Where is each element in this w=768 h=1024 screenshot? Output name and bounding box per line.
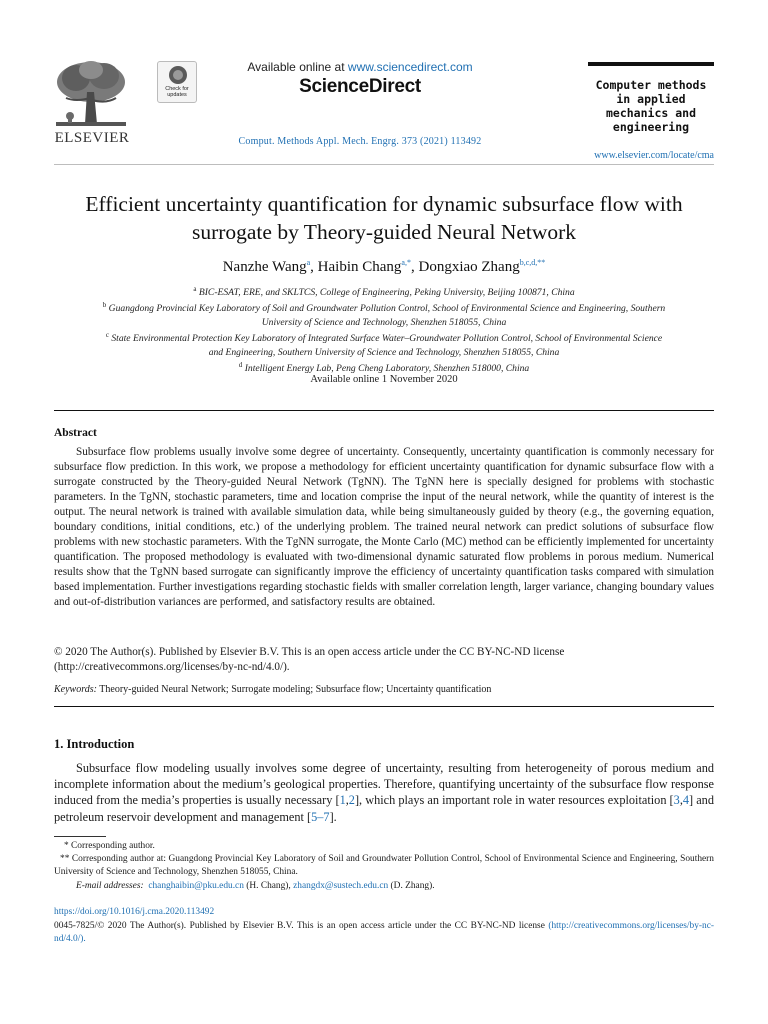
license-url[interactable]: (http://creativecommons.org/licenses/by-nc-nd/4.0/).	[54, 661, 290, 673]
journal-title-logo	[588, 78, 714, 134]
author-name[interactable]: Haibin Chang	[317, 259, 402, 275]
affiliation-mark: c	[105, 331, 109, 340]
sciencedirect-logo: ScienceDirect	[299, 76, 421, 97]
journal-title-line: mechanics and	[605, 106, 696, 120]
section-heading-introduction: 1. Introduction	[54, 737, 135, 751]
affiliation-c-cont: and Engineering, Southern University of Science and Technology, Shenzhen 518055, China	[208, 346, 560, 358]
publisher-name: ELSEVIER	[54, 130, 130, 146]
header-divider	[54, 164, 714, 165]
author-name[interactable]: Dongxiao Zhang	[418, 259, 520, 275]
available-online-label: Available online at	[247, 60, 348, 74]
affiliation-b-cont: University of Science and Technology, Shenzhen 518055, China	[261, 316, 507, 328]
email-link-zhang[interactable]: zhangdx@sustech.edu.cn	[293, 881, 389, 891]
journal-homepage-link[interactable]: www.elsevier.com/locate/cma	[594, 150, 714, 161]
affiliation-b	[54, 299, 714, 315]
email-owner: (H. Chang),	[246, 881, 291, 891]
footnote-corresponding-2: ** Corresponding author at: Guangdong Provincial Key Laboratory of Soil and Groundwater Pollution Control, School of Environmental Science and Engineering, Southern University of Science and Technology, Shenzhen 518055, China.	[54, 854, 714, 877]
author-affil-marks[interactable]: a,*	[401, 258, 411, 267]
email-label: E-mail addresses:	[76, 881, 144, 891]
author-separator: ,	[410, 259, 419, 275]
footnote-divider	[54, 836, 106, 837]
author-affil-marks[interactable]: b,c,d,**	[519, 258, 546, 267]
journal-reference[interactable]: Comput. Methods Appl. Mech. Engrg. 373 (2021) 113492	[238, 136, 482, 147]
author-affil-marks[interactable]: a	[306, 258, 311, 267]
affiliation-text: Guangdong Provincial Key Laboratory of Soil and Groundwater Pollution Control, School of Environmental Science and Engineering, Southern	[108, 303, 666, 315]
affiliation-mark: b	[102, 301, 107, 310]
intro-text: ] and petroleum reservoir development and management [	[54, 793, 714, 824]
license-line: © 2020 The Author(s). Published by Elsevier B.V. This is an open access article under the CC BY-NC-ND license	[54, 646, 565, 658]
abstract-top-rule	[54, 410, 714, 411]
author-separator: ,	[310, 259, 318, 275]
email-link-chang[interactable]: changhaibin@pku.edu.cn	[148, 881, 244, 891]
intro-text: ].	[329, 809, 337, 824]
author-list	[40, 258, 728, 276]
abstract-license	[54, 645, 714, 675]
sciencedirect-link[interactable]: www.sciencedirect.com	[347, 60, 473, 74]
journal-title-line: engineering	[612, 120, 690, 134]
keywords-line	[54, 684, 714, 695]
affiliation-mark: a	[193, 285, 197, 293]
abstract-heading: Abstract	[54, 427, 97, 439]
article-title	[40, 190, 728, 246]
email-owner: (D. Zhang).	[390, 881, 435, 891]
issn-text: 0045-7825/© 2020 The Author(s). Published by Elsevier B.V. This is an open access article under the CC BY-NC-ND license	[54, 921, 545, 931]
intro-text: Subsurface flow modeling usually involves some degree of uncertainty, resulting from heterogeneity of porous medium and incomplete information about the medium’s geological properties. Therefore, quantifying uncertainty of the subsurface flow response induced from the media’s properties is usually necessary [	[54, 761, 714, 808]
affiliation-c	[54, 329, 714, 345]
citation-link[interactable]: 3	[673, 793, 680, 808]
check-updates-label: Check for updates	[165, 86, 189, 98]
footnote-emails	[54, 880, 714, 893]
issn-copyright	[54, 920, 714, 946]
license-link[interactable]: (http://creativecommons.org/licenses/by-nc-nd/4.0/).	[54, 921, 715, 944]
affiliation-a	[54, 283, 714, 299]
journal-title-line: Computer methods	[595, 78, 707, 92]
abstract-paragraph: Subsurface flow problems usually involve some degree of uncertainty. Consequently, uncertainty quantification is commonly necessary for subsurface flow prediction. In this work, we propose a methodology for efficient uncertainty quantification for dynamic subsurface flow with a surrogate constructed by the Theory-guided Neural Network (TgNN). The TgNN here is specially designed for problems with stochastic parameters. In the TgNN, stochastic parameters, time and location comprise the input of the neural network, while the quantity of interest is the output. The neural network is trained with available simulation data, while being simultaneously guided by theory (e.g., the governing equation, boundary conditions, initial conditions, etc.) of the underlying problem. The trained neural network can predict solutions of subsurface flow problems with new stochastic parameters. With the TgNN surrogate, the Monte Carlo (MC) method can be efficiently implemented for uncertainty quantification. The proposed methodology is evaluated with two-dimensional dynamic saturated flow problems in porous medium. Numerical results show that the TgNN based surrogate can significantly improve the efficiency of uncertainty quantification tasks compared with simulation based implementation. Further investigations regarding stochastic fields with smaller correlation length, larger variance, changing boundary values and out-of-distribution variances are performed, and satisfactory results are obtained.	[54, 446, 714, 608]
abstract-text	[54, 445, 714, 610]
journal-title-line: in applied	[616, 92, 686, 106]
title-line: surrogate by Theory-guided Neural Network	[191, 220, 577, 244]
affiliation-text: State Environmental Protection Key Laboratory of Integrated Surface Water–Groundwater Pollution Control, School of Environmental Science	[111, 333, 663, 345]
keywords-label: Keywords:	[54, 684, 97, 695]
available-online-date: Available online 1 November 2020	[310, 374, 458, 385]
intro-text: ], which plays an important role in water resources exploitation [	[354, 793, 674, 808]
affiliation-text: Intelligent Energy Lab, Peng Cheng Laboratory, Shenzhen 518000, China	[244, 363, 530, 375]
available-online-line	[200, 60, 520, 74]
doi-link[interactable]: https://doi.org/10.1016/j.cma.2020.113492	[54, 907, 215, 917]
affiliations	[54, 283, 714, 376]
elsevier-tree-logo	[52, 58, 130, 132]
title-line: Efficient uncertainty quantification for dynamic subsurface flow with	[85, 192, 683, 216]
introduction-paragraph: Subsurface flow modeling usually involves some degree of uncertainty, resulting from heterogeneity of porous medium and incomplete information about the medium’s geological properties. Therefore, quantifying uncertainty of the subsurface flow response induced from the media’s properties is usually necessary [1,2], which plays an important role in water resources exploitation [3,4] and petroleum reservoir development and management [5–7].	[54, 761, 714, 824]
citation-link[interactable]: 5–7	[311, 809, 330, 824]
abstract-bottom-rule	[54, 706, 714, 707]
citation-link[interactable]: 4	[682, 793, 690, 808]
citation-link[interactable]: 2	[348, 793, 355, 808]
footnote-corresponding: * Corresponding author.	[64, 841, 155, 851]
citation-link[interactable]: 1	[339, 793, 346, 808]
keywords-list: Theory-guided Neural Network; Surrogate modeling; Subsurface flow; Uncertainty quantification	[99, 684, 492, 695]
author-name[interactable]: Nanzhe Wang	[222, 259, 307, 275]
affiliation-mark: d	[238, 361, 243, 370]
check-updates-icon	[169, 66, 187, 84]
affiliation-text: BIC-ESAT, ERE, and SKLTCS, College of Engineering, Peking University, Beijing 100871, China	[198, 287, 575, 299]
check-for-updates-badge[interactable]	[157, 61, 197, 103]
